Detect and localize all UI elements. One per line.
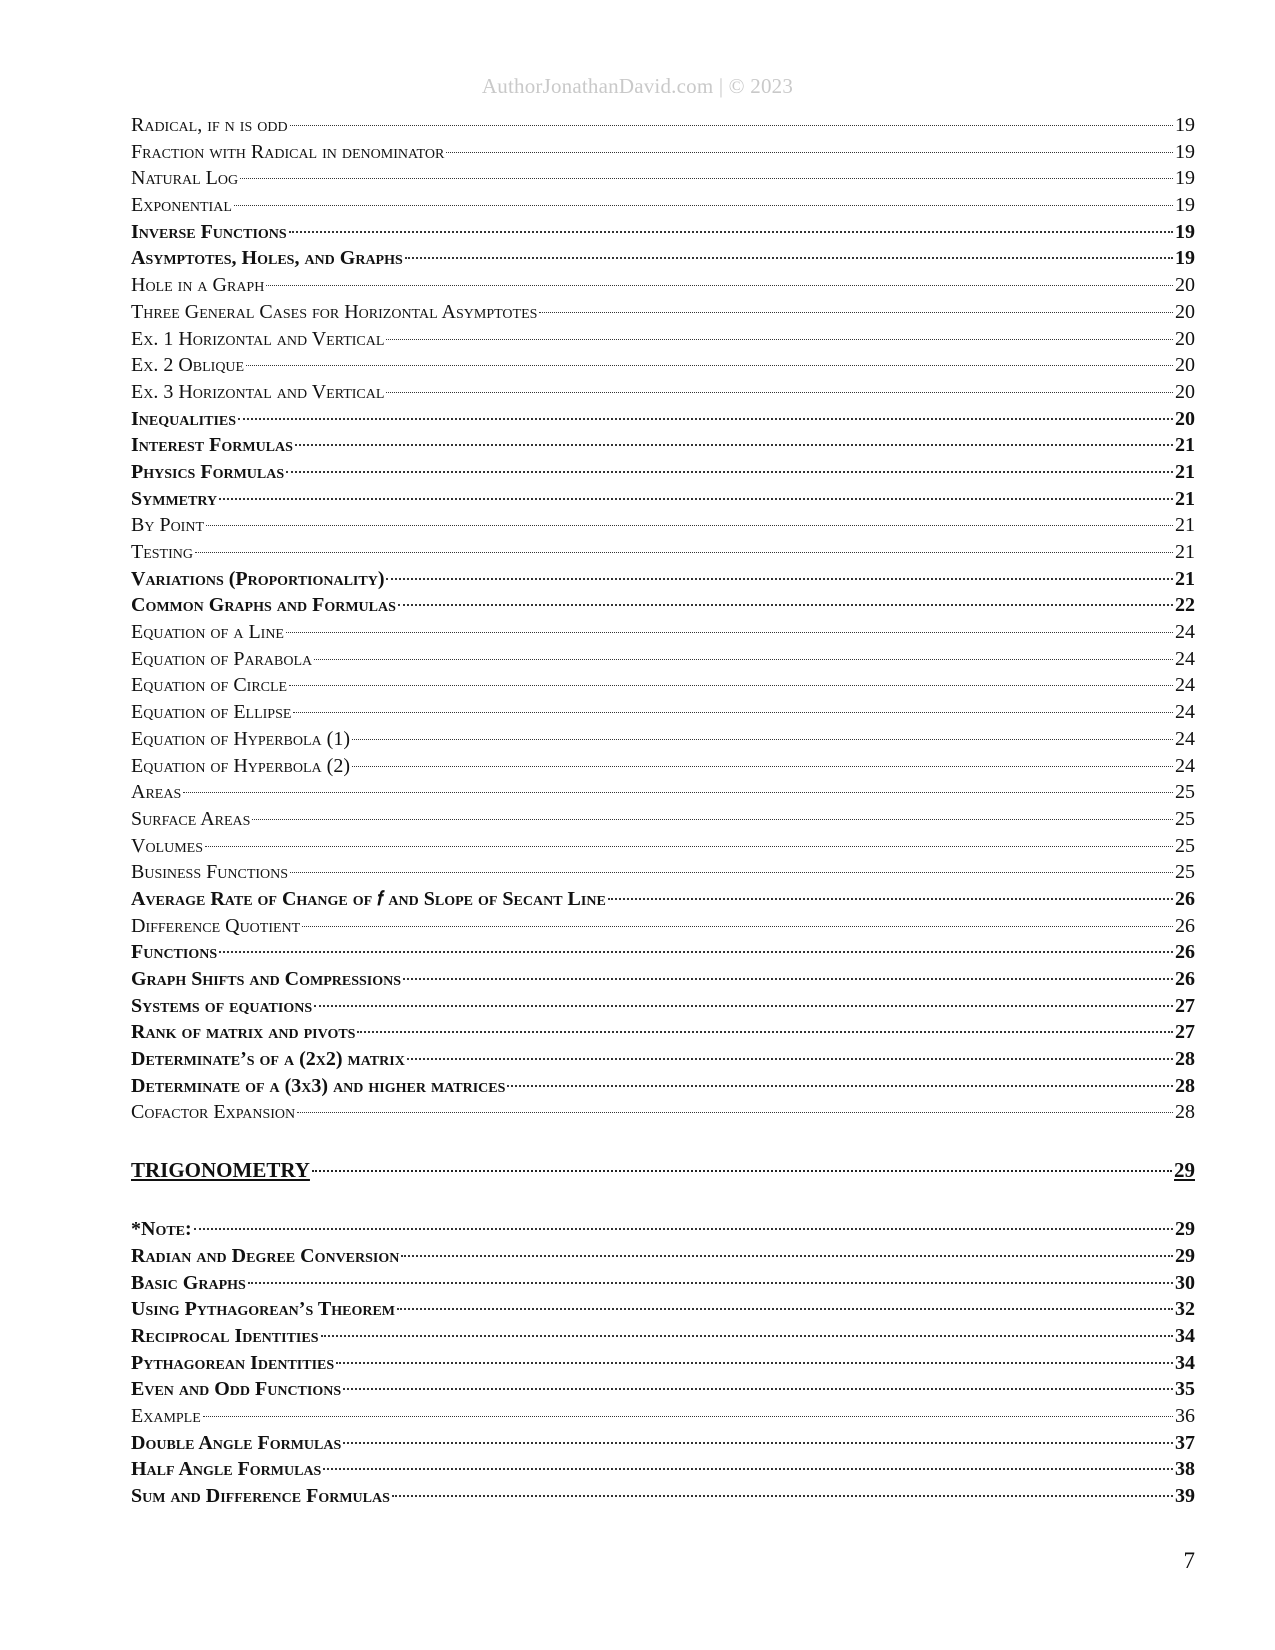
toc-entry[interactable] bbox=[131, 806, 1195, 833]
toc-entry-title: Determinate of a (3x3) and higher matrices bbox=[131, 1074, 506, 1097]
toc-entry-title: Graph Shifts and Compressions bbox=[131, 968, 402, 990]
toc-entry-title: Sum and Difference Formulas bbox=[131, 1485, 390, 1507]
toc-entry[interactable] bbox=[131, 1376, 1195, 1403]
toc-entry-title: Variations (Proportionality) bbox=[131, 567, 385, 590]
toc-entry-page-number: 20 bbox=[1175, 274, 1195, 297]
toc-entry-title: Difference Quotient bbox=[131, 914, 301, 937]
toc-entry-page-number: 21 bbox=[1175, 434, 1195, 457]
dot-leader bbox=[194, 1228, 1173, 1230]
toc-entry[interactable] bbox=[131, 619, 1195, 646]
toc-entry-page-number: 21 bbox=[1175, 541, 1195, 563]
toc-entry[interactable] bbox=[131, 966, 1195, 993]
dot-leader bbox=[205, 846, 1173, 847]
dot-leader bbox=[234, 205, 1173, 206]
dot-leader bbox=[357, 1031, 1173, 1033]
dot-leader bbox=[407, 1058, 1173, 1060]
dot-leader bbox=[539, 312, 1173, 313]
toc-entry[interactable] bbox=[131, 1456, 1195, 1483]
dot-leader bbox=[240, 178, 1173, 179]
dot-leader bbox=[352, 739, 1173, 740]
dot-leader bbox=[302, 926, 1173, 927]
toc-entry-page-number: 34 bbox=[1175, 1324, 1195, 1347]
toc-entry-page-number: 38 bbox=[1175, 1458, 1195, 1481]
dot-leader bbox=[397, 1308, 1173, 1310]
toc-entry-page-number: 30 bbox=[1175, 1271, 1195, 1294]
toc-entry-title: Systems of equations bbox=[131, 994, 313, 1017]
toc-entry-title: Even and Odd Functions bbox=[131, 1378, 342, 1401]
toc-entry-title: By Point bbox=[131, 514, 205, 537]
toc-section-heading[interactable] bbox=[131, 1156, 1195, 1184]
toc-entry[interactable] bbox=[131, 1046, 1195, 1073]
toc-entry-title: Equation of a Line bbox=[131, 621, 284, 644]
dot-leader bbox=[398, 604, 1173, 606]
dot-leader bbox=[290, 125, 1173, 126]
toc-entry[interactable] bbox=[131, 726, 1195, 753]
toc-entry[interactable] bbox=[131, 1323, 1195, 1350]
toc-entry-title: Symmetry bbox=[131, 487, 218, 510]
page-number: 7 bbox=[1183, 1548, 1195, 1573]
toc-entry-title: Equation of Parabola bbox=[131, 647, 313, 670]
toc-entry[interactable] bbox=[131, 592, 1195, 619]
dot-leader bbox=[248, 1282, 1173, 1284]
toc-entry-page-number: 35 bbox=[1175, 1378, 1195, 1401]
toc-entry[interactable] bbox=[131, 139, 1195, 166]
dot-leader bbox=[314, 659, 1173, 660]
dot-leader bbox=[336, 1362, 1173, 1364]
dot-leader bbox=[286, 471, 1173, 473]
toc-entry-page-number: 24 bbox=[1175, 674, 1195, 697]
toc-entry[interactable] bbox=[131, 1296, 1195, 1323]
dot-leader bbox=[405, 257, 1173, 259]
toc-entry-page-number: 29 bbox=[1175, 1244, 1195, 1267]
toc-entry[interactable] bbox=[131, 1403, 1195, 1430]
toc-entry-title: Inverse Functions bbox=[131, 220, 287, 243]
toc-entry-title: Reciprocal Identities bbox=[131, 1324, 319, 1347]
toc-entry-title: Common Graphs and Formulas bbox=[131, 594, 396, 617]
toc-entry[interactable] bbox=[131, 1350, 1195, 1377]
toc-entry-title: Natural Log bbox=[131, 167, 239, 190]
dot-leader bbox=[321, 1335, 1174, 1337]
toc-entry-page-number: 26 bbox=[1175, 887, 1195, 910]
toc-entry-title: Radian and Degree Conversion bbox=[131, 1244, 400, 1267]
toc-entry-page-number: 25 bbox=[1175, 807, 1195, 830]
dot-leader bbox=[314, 1005, 1173, 1007]
dot-leader bbox=[386, 392, 1173, 393]
toc-entry[interactable] bbox=[131, 1216, 1195, 1243]
toc-entry-title: Business Functions bbox=[131, 861, 289, 884]
toc-entry-page-number: 20 bbox=[1175, 407, 1195, 430]
toc-entry[interactable] bbox=[131, 539, 1195, 566]
dot-leader bbox=[206, 525, 1173, 526]
toc-entry-page-number: 28 bbox=[1175, 1101, 1195, 1124]
dot-leader bbox=[401, 1255, 1173, 1257]
toc-entry[interactable] bbox=[131, 672, 1195, 699]
dot-leader bbox=[252, 819, 1173, 820]
section-title: TRIGONOMETRY bbox=[131, 1158, 310, 1183]
toc-entry-page-number: 20 bbox=[1175, 380, 1195, 403]
dot-leader bbox=[323, 1468, 1173, 1470]
toc-entry[interactable] bbox=[131, 1430, 1195, 1457]
toc-entry[interactable] bbox=[131, 326, 1195, 353]
toc-entry-page-number: 25 bbox=[1175, 861, 1195, 884]
toc-entry-page-number: 24 bbox=[1175, 701, 1195, 724]
toc-entry-title: Ex. 1 Horizontal and Vertical bbox=[131, 327, 385, 350]
toc-entry-page-number: 34 bbox=[1175, 1351, 1195, 1374]
toc-entry-page-number: 27 bbox=[1175, 1021, 1195, 1044]
toc-entry[interactable] bbox=[131, 299, 1195, 326]
toc-entry[interactable] bbox=[131, 833, 1195, 860]
toc-entry-title: Exponential bbox=[131, 194, 232, 217]
toc-entry-page-number: 20 bbox=[1175, 300, 1195, 323]
toc-entry[interactable] bbox=[131, 699, 1195, 726]
toc-entry[interactable] bbox=[131, 406, 1195, 433]
toc-entry-title: Asymptotes, Holes, and Graphs bbox=[131, 247, 403, 270]
dot-leader bbox=[286, 632, 1173, 633]
toc-entry[interactable] bbox=[131, 379, 1195, 406]
dot-leader bbox=[289, 231, 1173, 233]
toc-entry-title: Volumes bbox=[131, 834, 204, 857]
toc-entry-page-number: 19 bbox=[1175, 114, 1195, 136]
toc-entry-title: Basic Graphs bbox=[131, 1271, 246, 1294]
dot-leader bbox=[392, 1495, 1173, 1497]
toc-entry-title: Ex. 2 Oblique bbox=[131, 354, 245, 377]
dot-leader bbox=[343, 1442, 1173, 1444]
toc-entry-page-number: 39 bbox=[1175, 1485, 1195, 1507]
toc-entry-page-number: 24 bbox=[1175, 754, 1195, 777]
dot-leader bbox=[608, 898, 1173, 900]
toc-entry[interactable] bbox=[131, 886, 1195, 913]
toc-entry-title: Using Pythagorean’s Theorem bbox=[131, 1298, 395, 1321]
toc-entry-title: Physics Formulas bbox=[131, 460, 285, 483]
toc-entry[interactable] bbox=[131, 192, 1195, 219]
toc-entry-page-number: 21 bbox=[1175, 514, 1195, 537]
toc-entry[interactable] bbox=[131, 432, 1195, 459]
dot-leader bbox=[295, 444, 1173, 446]
toc-entry[interactable] bbox=[131, 1073, 1195, 1100]
toc-entry[interactable] bbox=[131, 245, 1195, 272]
dot-leader bbox=[386, 339, 1173, 340]
toc-entry[interactable] bbox=[131, 165, 1195, 192]
page-header: AuthorJonathanDavid.com | © 2023 bbox=[481, 74, 794, 98]
toc-entry[interactable] bbox=[131, 566, 1195, 593]
toc-entry-title: Radical, if n is odd bbox=[131, 114, 288, 136]
toc-entry[interactable] bbox=[131, 1019, 1195, 1046]
toc-entry-title: Functions bbox=[131, 941, 218, 964]
toc-entry-page-number: 26 bbox=[1175, 941, 1195, 964]
toc-entry-title: Interest Formulas bbox=[131, 434, 293, 457]
toc-entry-page-number: 21 bbox=[1175, 460, 1195, 483]
toc-entry-title: Three General Cases for Horizontal Asymptotes bbox=[131, 300, 538, 323]
toc-entry[interactable] bbox=[131, 112, 1195, 139]
toc-entry-page-number: 28 bbox=[1175, 1074, 1195, 1097]
toc-entry[interactable] bbox=[131, 1483, 1195, 1510]
dot-leader bbox=[183, 792, 1173, 793]
table-of-contents bbox=[131, 112, 1195, 1510]
toc-entry-page-number: 36 bbox=[1175, 1404, 1195, 1427]
toc-entry-title: Surface Areas bbox=[131, 807, 251, 830]
toc-entry-title: Cofactor Expansion bbox=[131, 1101, 296, 1124]
toc-entry-title: Rank of matrix and pivots bbox=[131, 1021, 356, 1044]
toc-entry-page-number: 26 bbox=[1175, 914, 1195, 937]
toc-entry-page-number: 24 bbox=[1175, 727, 1195, 750]
dot-leader bbox=[403, 978, 1173, 980]
dot-leader bbox=[195, 552, 1173, 553]
dot-leader bbox=[312, 1170, 1172, 1172]
toc-entry-page-number: 21 bbox=[1175, 487, 1195, 510]
dot-leader bbox=[446, 152, 1173, 153]
toc-entry-page-number: 19 bbox=[1175, 140, 1195, 163]
toc-entry-page-number: 19 bbox=[1175, 167, 1195, 190]
toc-entry[interactable] bbox=[131, 352, 1195, 379]
toc-entry-page-number: 19 bbox=[1175, 220, 1195, 243]
toc-entry[interactable] bbox=[131, 486, 1195, 513]
toc-entry-title: Pythagorean Identities bbox=[131, 1351, 335, 1374]
toc-entry-page-number: 20 bbox=[1175, 354, 1195, 377]
toc-entry[interactable] bbox=[131, 219, 1195, 246]
toc-entry-page-number: 24 bbox=[1175, 647, 1195, 670]
dot-leader bbox=[219, 498, 1173, 500]
toc-entry-title: Average Rate of Change of 𝑓 and Slope of Secant Line bbox=[131, 887, 606, 910]
dot-leader bbox=[343, 1388, 1173, 1390]
toc-entry[interactable] bbox=[131, 1243, 1195, 1270]
toc-entry-page-number: 20 bbox=[1175, 327, 1195, 350]
toc-entry-page-number: 26 bbox=[1175, 968, 1195, 990]
toc-entry-page-number: 25 bbox=[1175, 834, 1195, 857]
toc-entry-title: Example bbox=[131, 1404, 201, 1427]
toc-entry[interactable] bbox=[131, 1270, 1195, 1297]
dot-leader bbox=[293, 712, 1173, 713]
toc-entry-page-number: 29 bbox=[1175, 1218, 1195, 1241]
toc-entry-title: Equation of Hyperbola (1) bbox=[131, 727, 350, 750]
toc-entry-page-number: 22 bbox=[1175, 594, 1195, 617]
toc-entry[interactable] bbox=[131, 512, 1195, 539]
dot-leader bbox=[507, 1085, 1173, 1087]
toc-entry-title: Equation of Hyperbola (2) bbox=[131, 754, 350, 777]
dot-leader bbox=[297, 1112, 1173, 1113]
toc-entry[interactable] bbox=[131, 1099, 1195, 1126]
toc-entry[interactable] bbox=[131, 779, 1195, 806]
toc-entry-page-number: 24 bbox=[1175, 621, 1195, 644]
toc-entry-page-number: 37 bbox=[1175, 1431, 1195, 1454]
toc-entry-page-number: 27 bbox=[1175, 994, 1195, 1017]
toc-entry[interactable] bbox=[131, 646, 1195, 673]
toc-entry-title: Hole in a Graph bbox=[131, 274, 265, 297]
toc-entry-page-number: 25 bbox=[1175, 781, 1195, 804]
dot-leader bbox=[266, 285, 1173, 286]
dot-leader bbox=[203, 1416, 1173, 1417]
toc-entry-title: Areas bbox=[131, 781, 182, 804]
toc-entry[interactable] bbox=[131, 913, 1195, 940]
toc-entry-page-number: 28 bbox=[1175, 1048, 1195, 1071]
toc-entry[interactable] bbox=[131, 459, 1195, 486]
toc-entry[interactable] bbox=[131, 939, 1195, 966]
toc-entry-title: Inequalities bbox=[131, 407, 237, 430]
toc-entry[interactable] bbox=[131, 272, 1195, 299]
toc-entry-title: Half Angle Formulas bbox=[131, 1458, 322, 1481]
toc-entry-page-number: 19 bbox=[1175, 194, 1195, 217]
toc-entry-title: Fraction with Radical in denominator bbox=[131, 140, 445, 163]
toc-entry-title: *Note: bbox=[131, 1218, 192, 1241]
toc-list-algebra bbox=[131, 112, 1195, 1126]
toc-entry-page-number: 32 bbox=[1175, 1298, 1195, 1321]
toc-entry-title: Determinate’s of a (2x2) matrix bbox=[131, 1048, 405, 1071]
toc-entry[interactable] bbox=[131, 993, 1195, 1020]
dot-leader bbox=[289, 685, 1173, 686]
toc-entry-title: Equation of Circle bbox=[131, 674, 288, 697]
dot-leader bbox=[219, 951, 1173, 953]
toc-entry[interactable] bbox=[131, 753, 1195, 780]
dot-leader bbox=[290, 872, 1173, 873]
section-page-number: 29 bbox=[1174, 1158, 1195, 1183]
toc-entry-title: Ex. 3 Horizontal and Vertical bbox=[131, 380, 385, 403]
toc-entry-title: Testing bbox=[131, 541, 193, 563]
toc-entry-page-number: 19 bbox=[1175, 247, 1195, 270]
dot-leader bbox=[386, 578, 1173, 580]
toc-entry-page-number: 21 bbox=[1175, 567, 1195, 590]
dot-leader bbox=[352, 766, 1173, 767]
dot-leader bbox=[238, 418, 1173, 420]
toc-entry-title: Equation of Ellipse bbox=[131, 701, 292, 724]
toc-entry-title: Double Angle Formulas bbox=[131, 1431, 342, 1454]
toc-list-trigonometry bbox=[131, 1216, 1195, 1510]
toc-entry[interactable] bbox=[131, 859, 1195, 886]
dot-leader bbox=[246, 365, 1173, 366]
